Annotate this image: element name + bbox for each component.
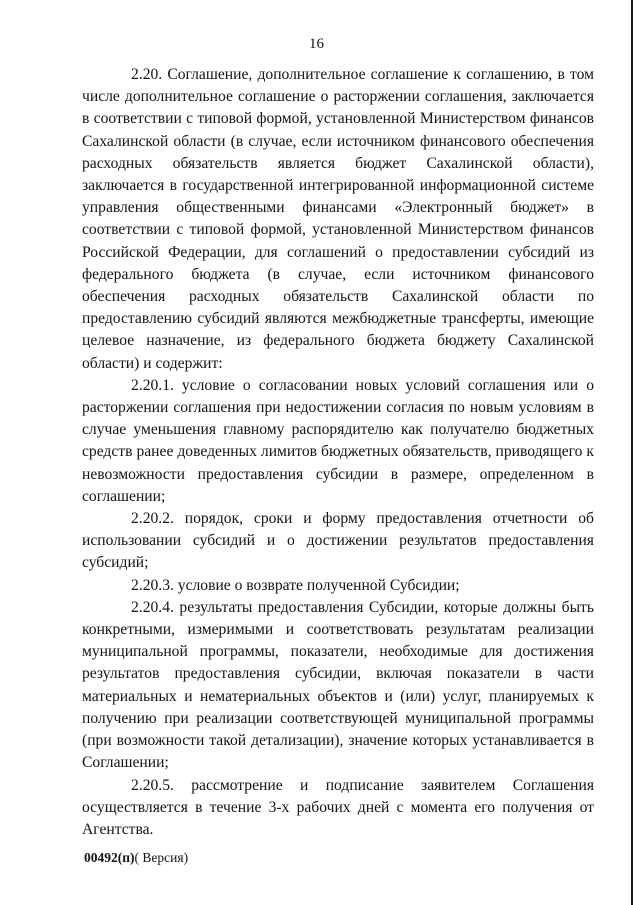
footer-version [84, 850, 188, 866]
footer-document-code: 00492(п) [84, 850, 135, 865]
paragraph-2-20-1: 2.20.1. условие о согласовании новых условий соглашения или о расторжении соглашения при недостижении согласия по новым условиям в случае уменьшения главному распорядителю как получателю бюджетных средств ранее доведенных лимитов бюджетных обязательств, приводящего к невозможности предоставления субсидии в размере, определенном в соглашении; [82, 376, 594, 505]
paragraph-2-20-4: 2.20.4. результаты предоставления Субсидии, которые должны быть конкретными, измеримыми и соответствовать результатам реализации муниципальной программы, показатели, необходимые для достижения результатов предоставления субсидии, включая показатели в части материальных и нематериальных объектов и (или) услуг, планируемых к получению при реализации соответствующей муниципальной программы (при возможности такой детализации), значение которых устанавливается в Соглашении; [82, 598, 594, 772]
paragraph-2-20: 2.20. Соглашение, дополнительное соглашение к соглашению, в том числе дополнительное соглашение о расторжении соглашения, заключается в соответствии с типовой формой, установленной Министерством финансов Сахалинской области (в случае, если источником финансового обеспечения расходных обязательств является бюджет Сахалинской области), заключается в государственной интегрированной информационной системе управления общественными финансами «Электронный бюджет» в соответствии с типовой формой, установленной Министерством финансов Российской Федерации, для соглашений о предоставлении субсидий из федерального бюджета (в случае, если источником финансового обеспечения расходных обязательств Сахалинской области по предоставлению субсидий являются межбюджетные трансферты, имеющие целевое назначение, из федерального бюджета бюджету Сахалинской области) и содержит: [82, 66, 594, 372]
paragraph-2-20-2: 2.20.2. порядок, сроки и форму предоставления отчетности об использовании субсидий и о достижении результатов предоставления субсидий; [82, 510, 594, 572]
footer-version-label: ( Версия) [134, 850, 189, 865]
paragraph-2-20-3: 2.20.3. условие о возврате полученной Субсидии; [131, 576, 460, 594]
document-body [82, 64, 594, 841]
paragraph-2-20-5: 2.20.5. рассмотрение и подписание заявителем Соглашения осуществляется в течение 3-х рабочих дней с момента его получения от Агентства. [82, 776, 594, 838]
page-number: 16 [309, 36, 324, 52]
